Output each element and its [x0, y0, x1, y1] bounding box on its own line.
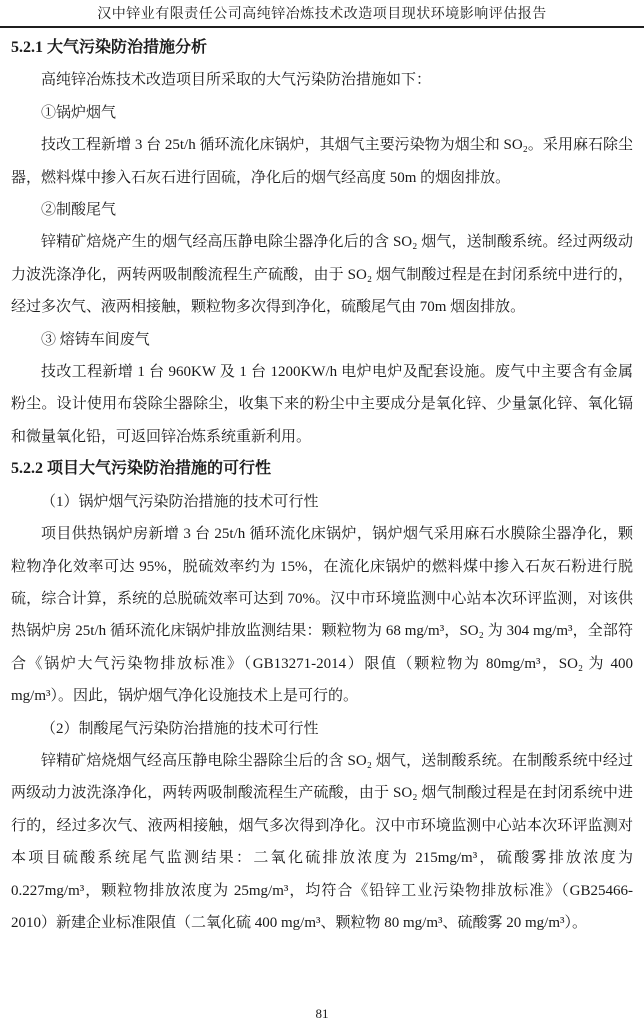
item-2-acid-tail-gas-label: ②制酸尾气	[41, 202, 117, 219]
page-number: 81	[315, 1006, 329, 1021]
page-header-title: 汉中锌业有限责任公司高纯锌冶炼技术改造项目现状环境影响评估报告	[97, 7, 547, 22]
item-3-casting-workshop-label: ③ 熔铸车间废气	[41, 331, 150, 348]
paragraph-casting-workshop: 技改工程新增 1 台 960KW 及 1 台 1200KW/h 电炉电炉及配套设施。废气中主要含有金属粉尘。设计使用布袋除尘器除尘，收集下来的粉尘中主要成分是氧化锌、少量氯化锌、氧化镉和微量氧化铅，可返回锌冶炼系统重新利用。	[11, 364, 633, 445]
paragraph-intro: 高纯锌冶炼技术改造项目所采取的大气污染防治措施如下：	[41, 72, 432, 89]
document-body	[0, 28, 644, 939]
page-footer	[0, 1006, 644, 1022]
section-heading-5-2-2: 5.2.2 项目大气污染防治措施的可行性	[11, 460, 272, 478]
subheading-boiler-feasibility: （1）锅炉烟气污染防治措施的技术可行性	[41, 493, 319, 510]
paragraph-acid-tail-gas: 锌精矿焙烧产生的烟气经高压静电除尘器净化后的含 SO₂ 烟气，送制酸系统。经过两级动力波洗涤净化，两转两吸制酸流程生产硫酸，由于 SO₂ 烟气制酸过程是在封闭系统中进行的，经过多次气、液两相接触，颗粒物多次得到净化，硫酸尾气由 70m 烟囱排放。	[11, 234, 633, 316]
subheading-acid-tail-gas-feasibility: （2）制酸尾气污染防治措施的技术可行性	[41, 720, 319, 737]
section-heading-5-2-1: 5.2.1 大气污染防治措施分析	[11, 39, 208, 56]
item-1-boiler-flue-gas-label: ①锅炉烟气	[41, 104, 117, 121]
paragraph-acid-tail-gas-feasibility: 锌精矿焙烧烟气经高压静电除尘器除尘后的含 SO₂ 烟气，送制酸系统。在制酸系统中经过两级动力波洗涤净化，两转两吸制酸流程生产硫酸，由于 SO₂ 烟气制酸过程是在封闭系统中进行的，经过多次气、液两相接触，烟气多次得到净化。汉中市环境监测中心站本次环评监测对本项目硫酸系统尾气监测结果：二氧化硫排放浓度为 215mg/m³，硫酸雾排放浓度为 0.227mg/m³，颗粒物排放浓度为 25mg/m³，均符合《铅锌工业污染物排放标准》（GB25466-2010）新建企业标准限值（二氧化硫 400 mg/m³、颗粒物 80 mg/m³、硫酸雾 20 mg/m³）。	[11, 752, 633, 931]
paragraph-boiler-flue-gas: 技改工程新增 3 台 25t/h 循环流化床锅炉，其烟气主要污染物为烟尘和 SO₂。采用麻石除尘器，燃料煤中掺入石灰石进行固硫，净化后的烟气经高度 50m 的烟囱排放。	[11, 137, 633, 186]
paragraph-boiler-feasibility: 项目供热锅炉房新增 3 台 25t/h 循环流化床锅炉，锅炉烟气采用麻石水膜除尘器净化，颗粒物净化效率可达 95%，脱硫效率约为 15%，在流化床锅炉的燃料煤中掺入石灰石粉进行脱硫，综合计算，系统的总脱硫效率可达到 70%。汉中市环境监测中心站本次环评监测，对该供热锅炉房 25t/h 循环流化床锅炉排放监测结果：颗粒物为 68 mg/m³，SO₂ 为 304 mg/m³，全部符合《锅炉大气污染物排放标准》（GB13271-2014）限值（颗粒物为 80mg/m³，SO₂ 为 400 mg/m³）。因此，锅炉烟气净化设施技术上是可行的。	[11, 526, 633, 705]
